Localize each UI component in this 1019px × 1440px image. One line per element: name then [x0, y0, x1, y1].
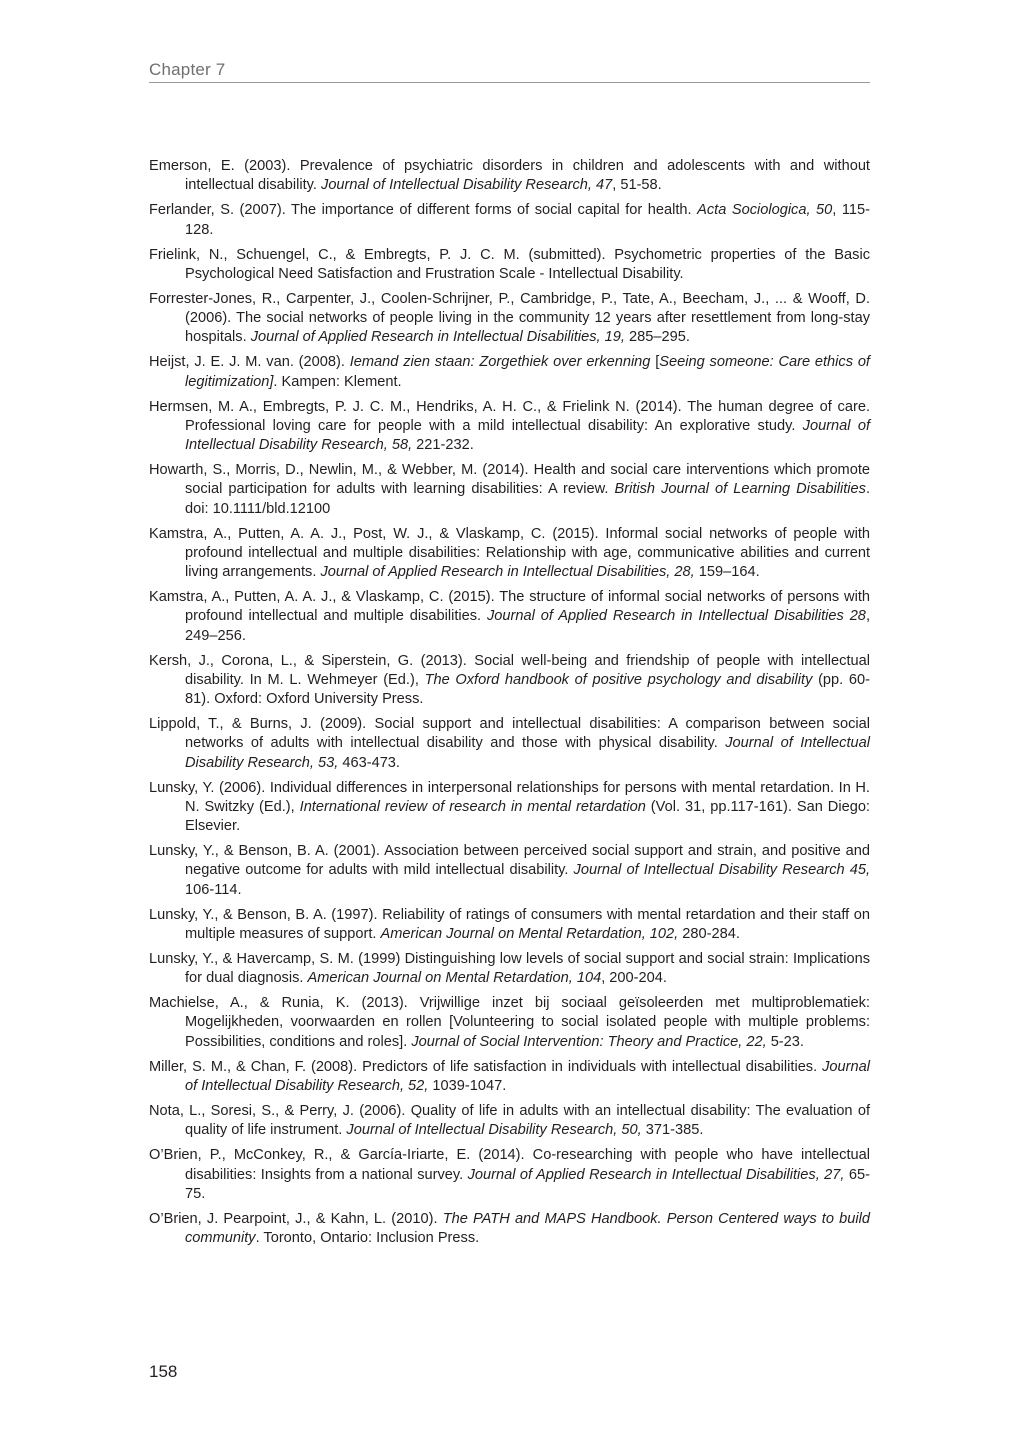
reference-entry: Lunsky, Y. (2006). Individual differences in interpersonal relationships for persons with mental retardation. In H. N. Switzky (Ed.), International review of research in mental retardation (Vol. 31, pp.117-161). San Diego: Elsevier. — [149, 779, 870, 835]
reference-entry: Kamstra, A., Putten, A. A. J., Post, W. J., & Vlaskamp, C. (2015). Informal social networks of people with profound intellectual and multiple disabilities: Relationship with age, communicative abilities and current living arrangements. Journal of Applied Research in Intellectual Disabilities, 28, 159–164. — [149, 525, 870, 581]
reference-entry: Heijst, J. E. J. M. van. (2008). Iemand zien staan: Zorgethiek over erkenning [Seeing someone: Care ethics of legitimization]. Kampen: Klement. — [149, 354, 870, 390]
page-number: 158 — [149, 1362, 178, 1381]
reference-entry: Lunsky, Y., & Havercamp, S. M. (1999) Distinguishing low levels of social support and social strain: Implications for dual diagnosis. American Journal on Mental Retardation, 104, 200-204. — [149, 950, 870, 987]
chapter-label: Chapter 7 — [149, 60, 226, 79]
reference-entry: Hermsen, M. A., Embregts, P. J. C. M., Hendriks, A. H. C., & Frielink N. (2014). The human degree of care. Professional loving care for people with a mild intellectual disability: An explorative study. Journal of Intellectual Disability Research, 58, 221-232. — [149, 398, 870, 454]
running-head — [149, 58, 870, 83]
reference-entry: O’Brien, P., McConkey, R., & García-Iriarte, E. (2014). Co-researching with people who have intellectual disabilities: Insights from a national survey. Journal of Applied Research in Intellectual Disabilities, 27, 65-75. — [149, 1147, 870, 1202]
reference-entry: Kamstra, A., Putten, A. A. J., & Vlaskamp, C. (2015). The structure of informal social networks of persons with profound intellectual and multiple disabilities. Journal of Applied Research in Intellectual Disabilities 28, 249–256. — [149, 589, 870, 644]
reference-entry: Lunsky, Y., & Benson, B. A. (1997). Reliability of ratings of consumers with mental retardation and their staff on multiple measures of support. American Journal on Mental Retardation, 102, 280-284. — [149, 906, 870, 942]
reference-entry: Frielink, N., Schuengel, C., & Embregts, P. J. C. M. (submitted). Psychometric properties of the Basic Psychological Need Satisfaction and Frustration Scale - Intellectual Disability. — [149, 246, 870, 282]
reference-entry: Lunsky, Y., & Benson, B. A. (2001). Association between perceived social support and strain, and positive and negative outcome for adults with mild intellectual disability. Journal of Intellectual Disability Research 45, 106-114. — [149, 843, 870, 898]
reference-entry: O’Brien, J. Pearpoint, J., & Kahn, L. (2010). The PATH and MAPS Handbook. Person Centered ways to build community. Toronto, Ontario: Inclusion Press. — [149, 1210, 870, 1247]
reference-entry: Howarth, S., Morris, D., Newlin, M., & Webber, M. (2014). Health and social care interventions which promote social participation for adults with learning disabilities: A review. British Journal of Learning Disabilities. doi: 10.1111/bld.12100 — [149, 462, 870, 517]
reference-entry: Kersh, J., Corona, L., & Siperstein, G. (2013). Social well-being and friendship of people with intellectual disability. In M. L. Wehmeyer (Ed.), The Oxford handbook of positive psychology and disability (pp. 60-81). Oxford: Oxford University Press. — [149, 652, 870, 708]
reference-entry: Miller, S. M., & Chan, F. (2008). Predictors of life satisfaction in individuals with intellectual disabilities. Journal of Intellectual Disability Research, 52, 1039-1047. — [149, 1058, 870, 1094]
reference-entry: Forrester-Jones, R., Carpenter, J., Coolen-Schrijner, P., Cambridge, P., Tate, A., Beecham, J., ... & Wooff, D. (2006). The social networks of people living in the community 12 years after resettlement from long-stay hospitals. Journal of Applied Research in Intellectual Disabilities, 19, 285–295. — [149, 290, 870, 346]
reference-entry: Nota, L., Soresi, S., & Perry, J. (2006). Quality of life in adults with an intellectual disability: The evaluation of quality of life instrument. Journal of Intellectual Disability Research, 50, 371-385. — [149, 1103, 870, 1139]
reference-entry: Lippold, T., & Burns, J. (2009). Social support and intellectual disabilities: A comparison between social networks of adults with intellectual disability and those with physical disability. Journal of Intellectual Disability Research, 53, 463-473. — [149, 716, 870, 771]
reference-entry: Ferlander, S. (2007). The importance of different forms of social capital for health. Acta Sociologica, 50, 115-128. — [149, 202, 870, 238]
reference-entry: Emerson, E. (2003). Prevalence of psychiatric disorders in children and adolescents with and without intellectual disability. Journal of Intellectual Disability Research, 47, 51-58. — [149, 158, 870, 194]
reference-entry: Machielse, A., & Runia, K. (2013). Vrijwillige inzet bij sociaal geïsoleerden met multiproblematiek: Mogelijkheden, voorwaarden en rollen [Volunteering to social isolated people with multiple problems: Possibilities, conditions and roles]. Journal of Social Intervention: Theory and Practice, 22, 5-23. — [149, 995, 870, 1050]
reference-list — [149, 157, 870, 1254]
